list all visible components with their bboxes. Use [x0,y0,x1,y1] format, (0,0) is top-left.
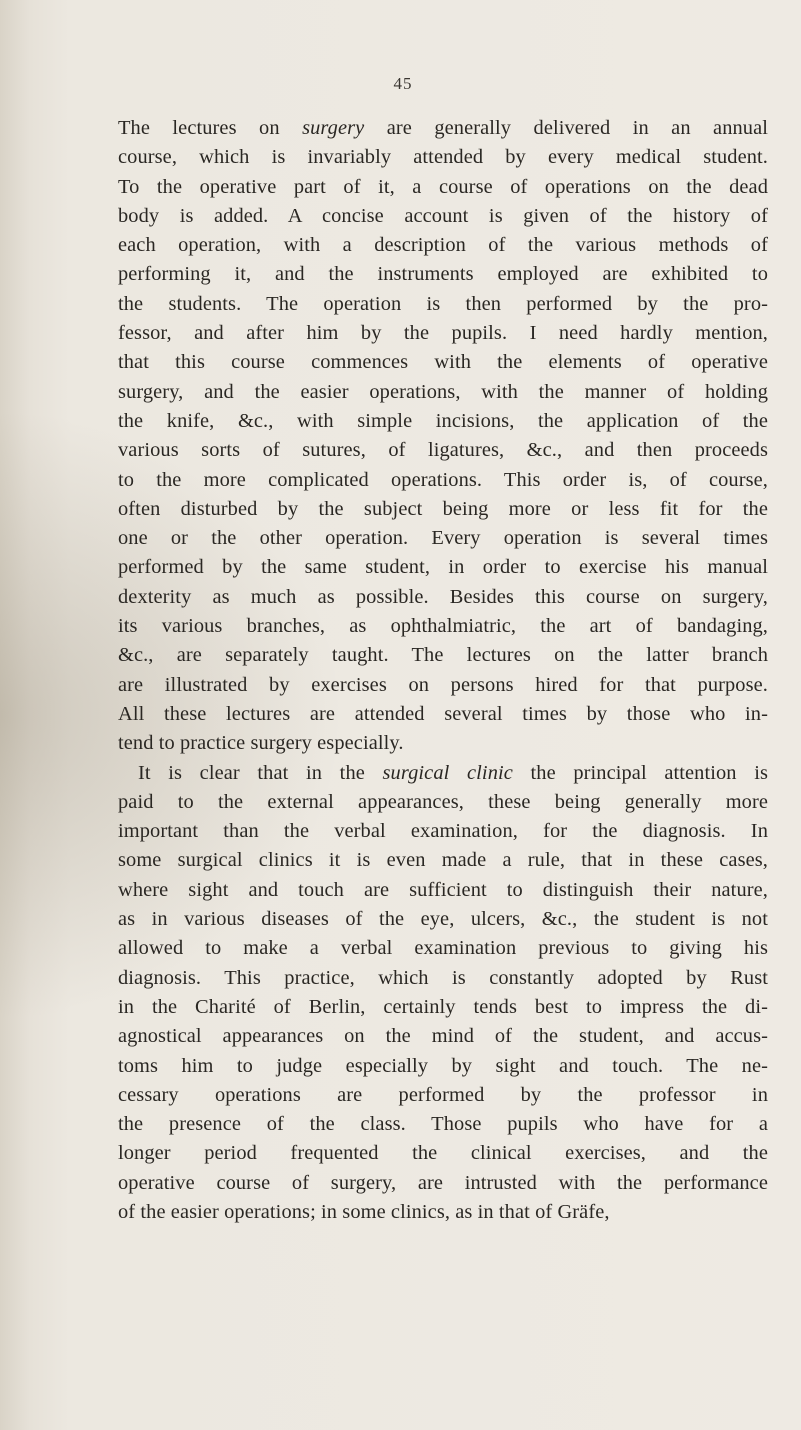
text-line: performed by the same student, in order to exercise his manual [118,556,768,579]
body-text [118,114,768,1227]
italic-term: surgery [302,117,365,139]
text-line: each operation, with a description of the various methods of [118,234,768,257]
text-line: The lectures on surgery are generally delivered in an annual [118,117,768,139]
text-line: body is added. A concise account is given of the history of [118,204,768,227]
text-line: the presence of the class. Those pupils who have for a [118,1113,768,1136]
text-line: to the more complicated operations. This order is, of course, [118,468,768,491]
text-line: &c., are separately taught. The lectures on the latter branch [118,644,768,667]
text-line: fessor, and after him by the pupils. I need hardly mention, [118,322,768,345]
text-line: cessary operations are performed by the professor in [118,1083,768,1106]
text-line: diagnosis. This practice, which is constantly adopted by Rust [118,966,768,989]
text-line: agnostical appearances on the mind of the student, and accus- [118,1025,768,1048]
text-line: some surgical clinics it is even made a rule, that in these cases, [118,849,768,872]
text-line: various sorts of sutures, of ligatures, &c., and then proceeds [118,439,768,462]
text-line: course, which is invariably attended by every medical student. [118,146,768,169]
text-line: operative course of surgery, are intrusted with the performance [118,1171,768,1194]
text-line: All these lectures are attended several times by those who in- [118,702,768,725]
text-line: one or the other operation. Every operation is several times [118,527,768,550]
text-line: toms him to judge especially by sight and touch. The ne- [118,1054,768,1077]
text-line: as in various diseases of the eye, ulcers, &c., the student is not [118,908,768,931]
page-number: 45 [393,74,413,93]
text-line: in the Charité of Berlin, certainly tends best to impress the di- [118,995,768,1018]
text-line: important than the verbal examination, for the diagnosis. In [118,820,768,843]
text-line: performing it, and the instruments employed are exhibited to [118,263,768,286]
text-line: of the easier operations; in some clinics, as in that of Gräfe, [118,1200,610,1223]
text-line: To the operative part of it, a course of operations on the dead [118,175,768,198]
text-line: that this course commences with the elements of operative [118,351,768,374]
text-line: surgery, and the easier operations, with the manner of holding [118,380,768,403]
text-line: longer period frequented the clinical exercises, and the [118,1142,768,1165]
text-line: often disturbed by the subject being more or less fit for the [118,497,768,520]
text-line: its various branches, as ophthalmiatric, the art of bandaging, [118,615,768,638]
text-line: the students. The operation is then performed by the pro- [118,292,768,315]
text-line: dexterity as much as possible. Besides this course on surgery, [118,585,768,608]
text-line: allowed to make a verbal examination previous to giving his [118,937,768,960]
text-line: the knife, &c., with simple incisions, the application of the [118,409,768,432]
text-line: where sight and touch are sufficient to distinguish their nature, [118,878,768,901]
text-line: are illustrated by exercises on persons hired for that purpose. [118,673,768,696]
text-line: paid to the external appearances, these being generally more [118,790,768,813]
text-line: tend to practice surgery especially. [118,732,404,755]
text-line: It is clear that in the surgical clinic the principal attention is [138,761,768,784]
italic-term: surgical clinic [382,761,513,784]
